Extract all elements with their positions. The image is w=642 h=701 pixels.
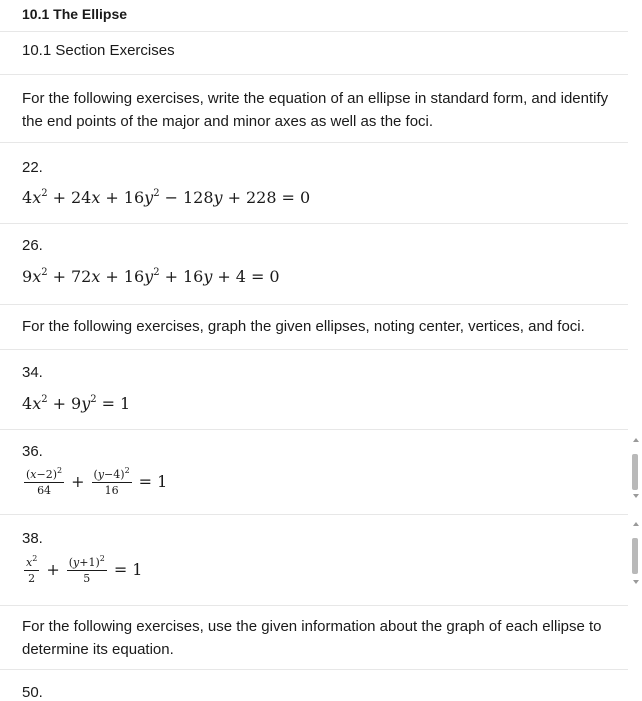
equation-38: $\frac{x^2}{2}$ + $\frac{(y+1)^2}{5}$ = 1 [26,554,143,585]
divider [0,142,628,143]
instruction-graph: For the following exercises, graph the given ellipses, noting center, vertices, and foci. [22,318,585,335]
scroll-down-icon[interactable] [633,580,639,584]
scroll-down-icon[interactable] [633,494,639,498]
scroll-thumb[interactable] [632,538,638,574]
divider [0,669,628,670]
scroll-up-icon[interactable] [633,438,639,442]
divider [0,31,628,32]
divider [0,429,628,430]
divider [0,223,628,224]
equation-36: $\frac{(x-2)^2}{64}$ + $\frac{(y-4)^2}{16}$ = 1 [26,466,168,497]
divider [0,74,628,75]
chapter-title: 10.1 The Ellipse [22,6,128,22]
equation-26: $9x^2 + 72x + 16y^2 + 16y + 4 = 0$ [22,267,280,286]
instruction-standard-form: For the following exercises, write the equation of an ellipse in standard form, and identify the end points of the major and minor axes as well as the foci. [22,90,609,130]
exercise-number: 22. [22,159,43,176]
exercise-number: 36. [22,443,43,460]
exercise-number: 34. [22,364,43,381]
exercise-number: 26. [22,237,43,254]
divider [0,514,628,515]
section-title: 10.1 Section Exercises [22,42,175,59]
scroll-thumb[interactable] [632,454,638,490]
equation-22: $4x^2 + 24x + 16y^2 - 128y + 228 = 0$ [22,188,311,207]
scrollbar[interactable] [628,436,642,596]
exercise-number: 50. [22,684,43,701]
exercise-number: 38. [22,530,43,547]
divider [0,349,628,350]
divider [0,304,628,305]
scroll-up-icon[interactable] [633,522,639,526]
equation-34: $4x^2 + 9y^2 = 1$ [22,394,131,413]
divider [0,605,628,606]
instruction-determine: For the following exercises, use the given information about the graph of each ellipse to determine its equation. [22,618,602,658]
